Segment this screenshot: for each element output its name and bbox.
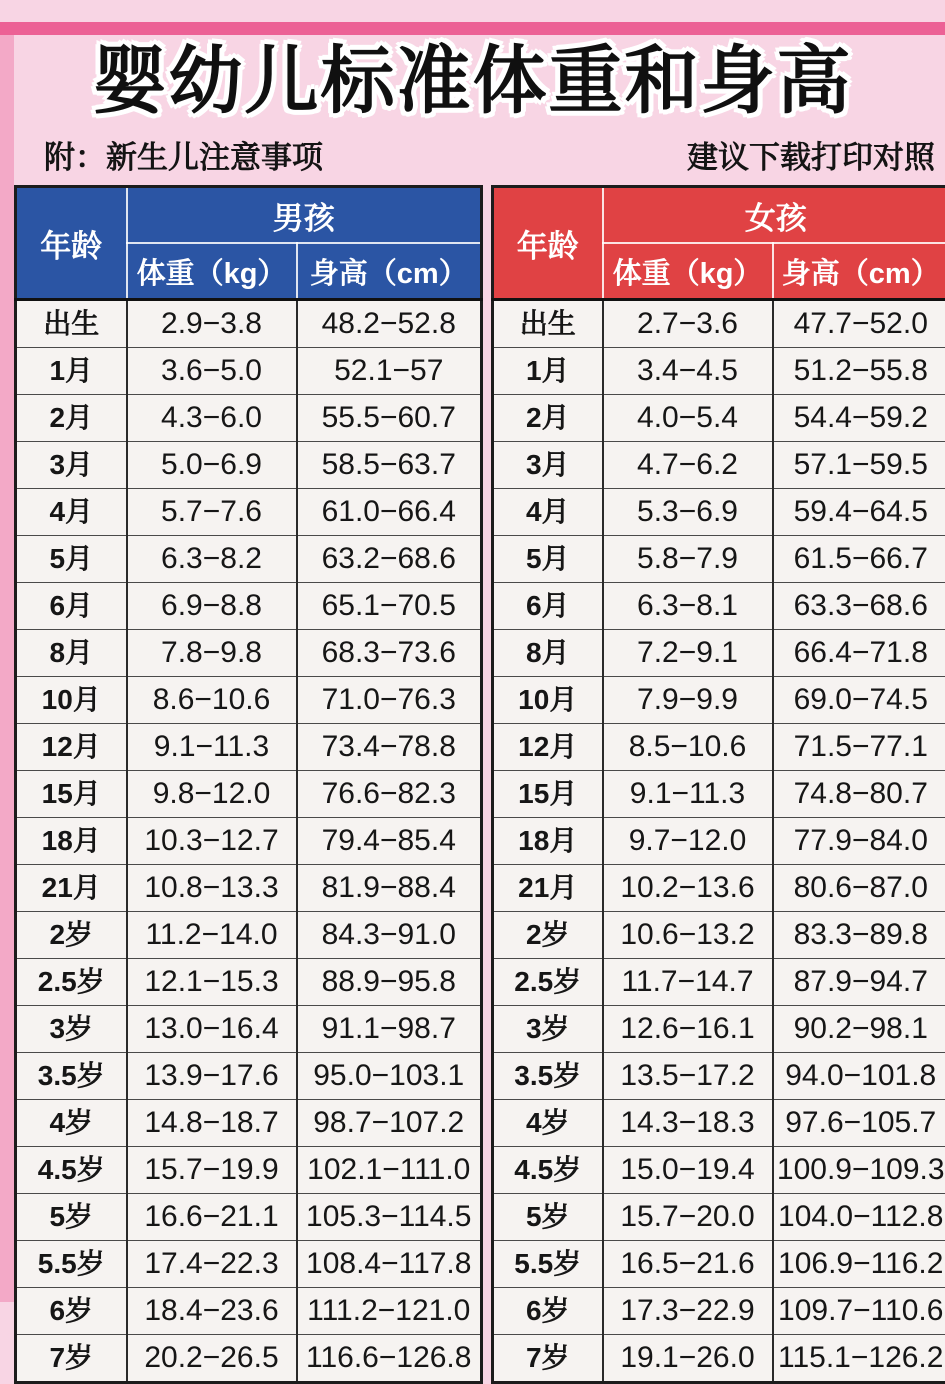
tables-container <box>0 185 945 1384</box>
boys-table <box>14 185 483 1384</box>
table-row <box>16 1288 482 1335</box>
age-cell: 6月 <box>493 583 603 630</box>
left-border-strip <box>0 35 14 1302</box>
age-cell: 18月 <box>16 818 127 865</box>
table-row <box>493 442 945 489</box>
weight-cell: 11.7−14.7 <box>603 959 773 1006</box>
weight-cell: 15.7−19.9 <box>127 1147 297 1194</box>
boys-table-body <box>16 300 482 1383</box>
age-cell: 3.5岁 <box>16 1053 127 1100</box>
height-cell: 59.4−64.5 <box>773 489 945 536</box>
weight-cell: 18.4−23.6 <box>127 1288 297 1335</box>
height-cell: 106.9−116.2 <box>773 1241 945 1288</box>
table-row <box>16 300 482 348</box>
age-cell: 8月 <box>16 630 127 677</box>
table-row <box>493 1100 945 1147</box>
height-cell: 71.0−76.3 <box>297 677 482 724</box>
height-cell: 105.3−114.5 <box>297 1194 482 1241</box>
weight-cell: 15.0−19.4 <box>603 1147 773 1194</box>
age-cell: 3岁 <box>493 1006 603 1053</box>
table-row <box>493 1147 945 1194</box>
weight-cell: 4.7−6.2 <box>603 442 773 489</box>
age-cell: 21月 <box>493 865 603 912</box>
weight-cell: 9.7−12.0 <box>603 818 773 865</box>
table-row <box>16 1053 482 1100</box>
weight-cell: 5.0−6.9 <box>127 442 297 489</box>
table-row <box>16 630 482 677</box>
height-cell: 84.3−91.0 <box>297 912 482 959</box>
table-row <box>16 724 482 771</box>
age-cell: 8月 <box>493 630 603 677</box>
weight-cell: 7.2−9.1 <box>603 630 773 677</box>
age-cell: 10月 <box>493 677 603 724</box>
height-cell: 48.2−52.8 <box>297 300 482 348</box>
table-row <box>493 536 945 583</box>
height-cell: 47.7−52.0 <box>773 300 945 348</box>
height-cell: 83.3−89.8 <box>773 912 945 959</box>
height-cell: 98.7−107.2 <box>297 1100 482 1147</box>
height-cell: 104.0−112.8 <box>773 1194 945 1241</box>
age-cell: 5.5岁 <box>493 1241 603 1288</box>
table-row <box>16 536 482 583</box>
age-cell: 5岁 <box>16 1194 127 1241</box>
age-cell: 2月 <box>16 395 127 442</box>
table-row <box>16 818 482 865</box>
table-row <box>493 1194 945 1241</box>
height-cell: 102.1−111.0 <box>297 1147 482 1194</box>
table-row <box>493 300 945 348</box>
height-cell: 100.9−109.3 <box>773 1147 945 1194</box>
weight-cell: 6.9−8.8 <box>127 583 297 630</box>
height-cell: 57.1−59.5 <box>773 442 945 489</box>
age-cell: 2.5岁 <box>16 959 127 1006</box>
age-cell: 5月 <box>16 536 127 583</box>
subtitle-left: 附：新生儿注意事项 <box>44 132 323 177</box>
table-row <box>16 771 482 818</box>
table-row <box>493 865 945 912</box>
age-cell: 12月 <box>16 724 127 771</box>
boys-group-header: 男孩 <box>127 187 482 244</box>
height-cell: 90.2−98.1 <box>773 1006 945 1053</box>
weight-cell: 9.8−12.0 <box>127 771 297 818</box>
weight-cell: 2.7−3.6 <box>603 300 773 348</box>
age-cell: 3月 <box>16 442 127 489</box>
age-cell: 4岁 <box>493 1100 603 1147</box>
height-cell: 80.6−87.0 <box>773 865 945 912</box>
age-cell: 5月 <box>493 536 603 583</box>
weight-column-header: 体重（kg） <box>127 243 297 300</box>
weight-cell: 19.1−26.0 <box>603 1335 773 1383</box>
age-cell: 4.5岁 <box>16 1147 127 1194</box>
age-cell: 7岁 <box>493 1335 603 1383</box>
height-column-header: 身高（cm） <box>773 243 945 300</box>
weight-cell: 12.1−15.3 <box>127 959 297 1006</box>
table-row <box>493 489 945 536</box>
table-row <box>16 912 482 959</box>
subtitle-row <box>0 130 945 185</box>
age-cell: 10月 <box>16 677 127 724</box>
table-row <box>16 677 482 724</box>
age-cell: 15月 <box>493 771 603 818</box>
table-row <box>493 1053 945 1100</box>
age-cell: 2岁 <box>493 912 603 959</box>
boys-table-header <box>16 187 482 300</box>
weight-cell: 5.8−7.9 <box>603 536 773 583</box>
age-cell: 18月 <box>493 818 603 865</box>
height-cell: 76.6−82.3 <box>297 771 482 818</box>
table-row <box>493 1335 945 1383</box>
table-row <box>493 1006 945 1053</box>
age-cell: 出生 <box>16 300 127 348</box>
weight-cell: 9.1−11.3 <box>127 724 297 771</box>
height-cell: 52.1−57 <box>297 348 482 395</box>
age-cell: 6月 <box>16 583 127 630</box>
table-row <box>493 959 945 1006</box>
age-cell: 1月 <box>16 348 127 395</box>
age-cell: 15月 <box>16 771 127 818</box>
weight-cell: 13.5−17.2 <box>603 1053 773 1100</box>
weight-cell: 13.0−16.4 <box>127 1006 297 1053</box>
height-cell: 73.4−78.8 <box>297 724 482 771</box>
table-row <box>493 1288 945 1335</box>
age-cell: 21月 <box>16 865 127 912</box>
height-cell: 109.7−110.6 <box>773 1288 945 1335</box>
height-cell: 94.0−101.8 <box>773 1053 945 1100</box>
age-cell: 2月 <box>493 395 603 442</box>
table-row <box>16 1194 482 1241</box>
weight-cell: 14.3−18.3 <box>603 1100 773 1147</box>
height-cell: 108.4−117.8 <box>297 1241 482 1288</box>
height-cell: 77.9−84.0 <box>773 818 945 865</box>
girls-table <box>491 185 945 1384</box>
height-cell: 55.5−60.7 <box>297 395 482 442</box>
page-title: 婴幼儿标准体重和身高 <box>0 22 945 128</box>
height-cell: 68.3−73.6 <box>297 630 482 677</box>
weight-cell: 8.5−10.6 <box>603 724 773 771</box>
age-cell: 6岁 <box>16 1288 127 1335</box>
height-cell: 81.9−88.4 <box>297 865 482 912</box>
weight-cell: 12.6−16.1 <box>603 1006 773 1053</box>
top-border-strip <box>0 22 945 35</box>
weight-cell: 15.7−20.0 <box>603 1194 773 1241</box>
height-cell: 65.1−70.5 <box>297 583 482 630</box>
height-column-header: 身高（cm） <box>297 243 482 300</box>
height-cell: 91.1−98.7 <box>297 1006 482 1053</box>
height-cell: 58.5−63.7 <box>297 442 482 489</box>
weight-cell: 6.3−8.1 <box>603 583 773 630</box>
table-row <box>16 959 482 1006</box>
table-row <box>16 1241 482 1288</box>
height-cell: 54.4−59.2 <box>773 395 945 442</box>
height-cell: 116.6−126.8 <box>297 1335 482 1383</box>
height-cell: 61.0−66.4 <box>297 489 482 536</box>
weight-cell: 10.2−13.6 <box>603 865 773 912</box>
weight-cell: 3.4−4.5 <box>603 348 773 395</box>
table-row <box>493 395 945 442</box>
girls-table-header <box>493 187 945 300</box>
weight-cell: 10.3−12.7 <box>127 818 297 865</box>
weight-cell: 2.9−3.8 <box>127 300 297 348</box>
age-cell: 6岁 <box>493 1288 603 1335</box>
weight-column-header: 体重（kg） <box>603 243 773 300</box>
height-cell: 95.0−103.1 <box>297 1053 482 1100</box>
age-column-header: 年龄 <box>16 187 127 300</box>
height-cell: 63.2−68.6 <box>297 536 482 583</box>
weight-cell: 10.6−13.2 <box>603 912 773 959</box>
age-cell: 12月 <box>493 724 603 771</box>
table-row <box>493 724 945 771</box>
height-cell: 87.9−94.7 <box>773 959 945 1006</box>
table-row <box>493 630 945 677</box>
table-row <box>16 865 482 912</box>
height-cell: 79.4−85.4 <box>297 818 482 865</box>
age-cell: 出生 <box>493 300 603 348</box>
age-column-header: 年龄 <box>493 187 603 300</box>
height-cell: 97.6−105.7 <box>773 1100 945 1147</box>
girls-group-header: 女孩 <box>603 187 945 244</box>
table-row <box>493 1241 945 1288</box>
weight-cell: 9.1−11.3 <box>603 771 773 818</box>
age-cell: 4.5岁 <box>493 1147 603 1194</box>
age-cell: 2岁 <box>16 912 127 959</box>
weight-cell: 10.8−13.3 <box>127 865 297 912</box>
table-row <box>16 489 482 536</box>
table-row <box>493 348 945 395</box>
height-cell: 88.9−95.8 <box>297 959 482 1006</box>
height-cell: 115.1−126.2 <box>773 1335 945 1383</box>
height-cell: 71.5−77.1 <box>773 724 945 771</box>
height-cell: 69.0−74.5 <box>773 677 945 724</box>
weight-cell: 16.6−21.1 <box>127 1194 297 1241</box>
weight-cell: 5.7−7.6 <box>127 489 297 536</box>
age-cell: 3岁 <box>16 1006 127 1053</box>
table-row <box>493 912 945 959</box>
height-cell: 63.3−68.6 <box>773 583 945 630</box>
age-cell: 7岁 <box>16 1335 127 1383</box>
height-cell: 51.2−55.8 <box>773 348 945 395</box>
subtitle-right: 建议下载打印对照 <box>687 132 935 177</box>
table-row <box>493 677 945 724</box>
weight-cell: 14.8−18.7 <box>127 1100 297 1147</box>
age-cell: 2.5岁 <box>493 959 603 1006</box>
age-cell: 5岁 <box>493 1194 603 1241</box>
weight-cell: 13.9−17.6 <box>127 1053 297 1100</box>
weight-cell: 20.2−26.5 <box>127 1335 297 1383</box>
age-cell: 1月 <box>493 348 603 395</box>
weight-cell: 6.3−8.2 <box>127 536 297 583</box>
age-cell: 4岁 <box>16 1100 127 1147</box>
table-row <box>493 818 945 865</box>
weight-cell: 16.5−21.6 <box>603 1241 773 1288</box>
weight-cell: 11.2−14.0 <box>127 912 297 959</box>
weight-cell: 4.3−6.0 <box>127 395 297 442</box>
table-row <box>16 442 482 489</box>
height-cell: 66.4−71.8 <box>773 630 945 677</box>
age-cell: 3月 <box>493 442 603 489</box>
table-row <box>16 395 482 442</box>
weight-cell: 17.4−22.3 <box>127 1241 297 1288</box>
table-row <box>16 1006 482 1053</box>
table-row <box>493 771 945 818</box>
weight-cell: 7.8−9.8 <box>127 630 297 677</box>
table-row <box>16 583 482 630</box>
age-cell: 3.5岁 <box>493 1053 603 1100</box>
table-row <box>16 1335 482 1383</box>
height-cell: 61.5−66.7 <box>773 536 945 583</box>
table-row <box>16 1100 482 1147</box>
weight-cell: 7.9−9.9 <box>603 677 773 724</box>
girls-table-body <box>493 300 945 1383</box>
table-row <box>16 348 482 395</box>
height-cell: 74.8−80.7 <box>773 771 945 818</box>
age-cell: 4月 <box>16 489 127 536</box>
age-cell: 4月 <box>493 489 603 536</box>
weight-cell: 3.6−5.0 <box>127 348 297 395</box>
height-cell: 111.2−121.0 <box>297 1288 482 1335</box>
weight-cell: 17.3−22.9 <box>603 1288 773 1335</box>
weight-cell: 5.3−6.9 <box>603 489 773 536</box>
age-cell: 5.5岁 <box>16 1241 127 1288</box>
table-row <box>493 583 945 630</box>
table-row <box>16 1147 482 1194</box>
weight-cell: 4.0−5.4 <box>603 395 773 442</box>
weight-cell: 8.6−10.6 <box>127 677 297 724</box>
